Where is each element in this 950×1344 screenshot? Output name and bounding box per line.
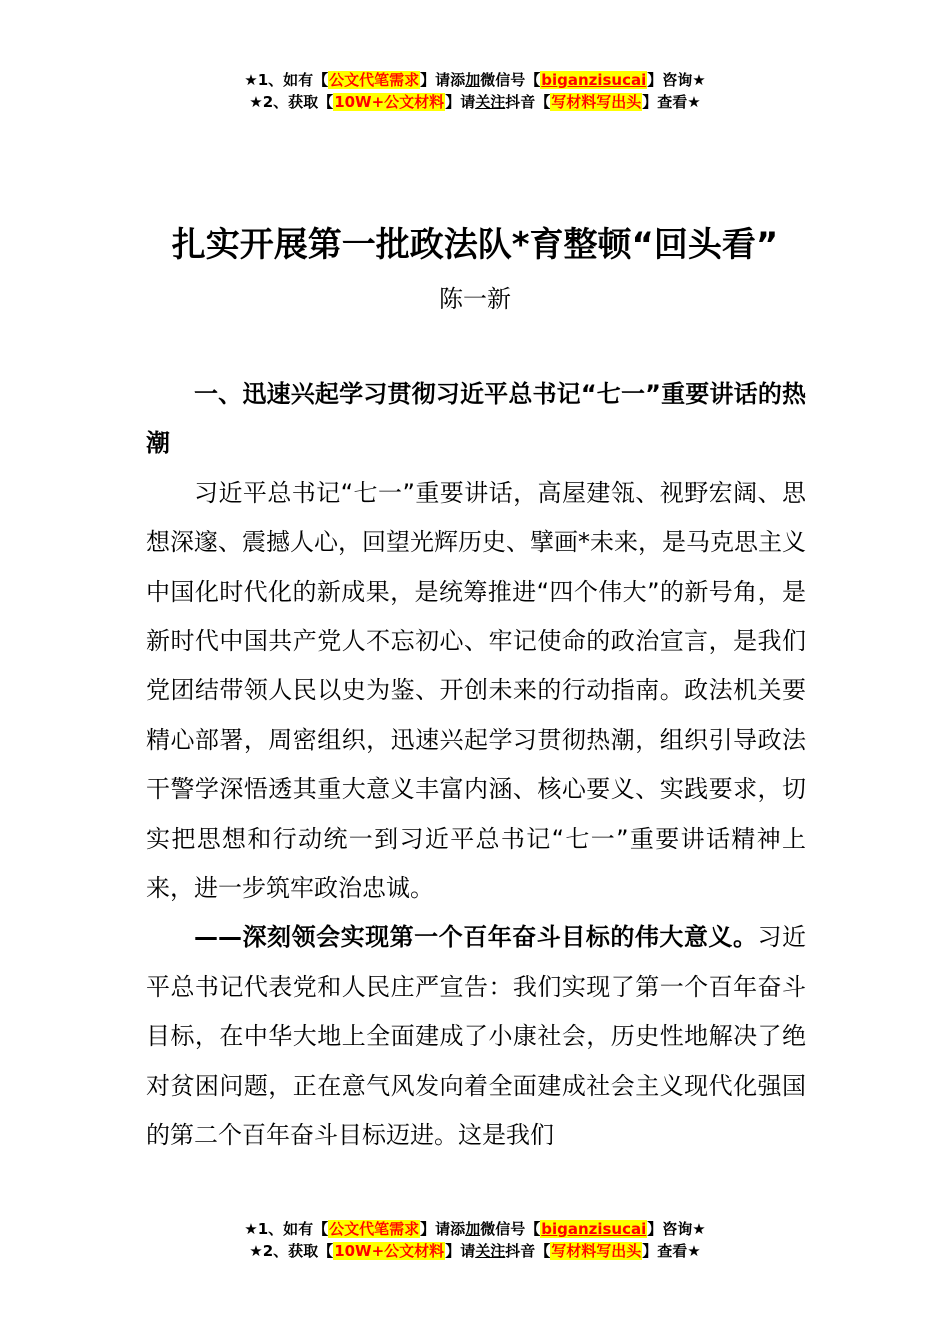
banner-text: ★1、如有【 xyxy=(244,71,329,89)
banner-text: 微信号【 xyxy=(480,71,541,89)
banner-text: 】请 xyxy=(445,93,476,111)
banner-text: ★2、获取【 xyxy=(249,1242,334,1260)
paragraph xyxy=(146,913,806,1160)
banner-highlight: 公文代笔需求 xyxy=(329,1220,420,1238)
banner-text: ★1、如有【 xyxy=(244,1220,329,1238)
banner-text: 】请添 xyxy=(420,1220,466,1238)
banner-highlight: 写材料写出头 xyxy=(551,1242,642,1260)
banner-underlined: 加 xyxy=(465,1220,481,1238)
banner-highlight: 写材料写出头 xyxy=(551,93,642,111)
banner-line-1 xyxy=(0,1218,950,1240)
banner-text: 】查看★ xyxy=(642,93,701,111)
paragraph-lead: ——深刻领会实现第一个百年奋斗目标的伟大意义。 xyxy=(194,923,758,952)
paragraph-body: 习近平总书记代表党和人民庄严宣告：我们实现了第一个百年奋斗目标，在中华大地上全面建成了小康社会，历史性地解决了绝对贫困问题，正在意气风发向着全面建成社会主义现代化强国的第二个百年奋斗目标迈进。这是我们 xyxy=(146,923,807,1150)
wechat-id-link[interactable]: biganzisucai xyxy=(541,1220,647,1238)
banner-text: 抖音【 xyxy=(505,93,551,111)
banner-text: 抖音【 xyxy=(505,1242,551,1260)
banner-text: ★2、获取【 xyxy=(249,93,334,111)
banner-text: 】查看★ xyxy=(642,1242,701,1260)
banner-underlined: 关注 xyxy=(475,93,506,111)
banner-underlined: 加 xyxy=(465,71,481,89)
banner-underlined: 关注 xyxy=(475,1242,506,1260)
section-heading: 一、迅速兴起学习贯彻习近平总书记“七一”重要讲话的热潮 xyxy=(146,380,806,458)
banner-highlight: 10W+公文材料 xyxy=(334,93,445,111)
footer-banner xyxy=(0,1218,950,1262)
banner-text: 】咨询★ xyxy=(647,71,706,89)
document-body xyxy=(146,370,806,1161)
document-title: 扎实开展第一批政法队*育整顿“回头看” xyxy=(171,225,779,265)
banner-highlight: 公文代笔需求 xyxy=(329,71,420,89)
header-banner xyxy=(0,69,950,113)
banner-line-2 xyxy=(0,91,950,113)
paragraph: 习近平总书记“七一”重要讲话，高屋建瓴、视野宏阔、思想深邃、震撼人心，回望光辉历史、擘画*未来，是马克思主义中国化时代化的新成果，是统筹推进“四个伟大”的新号角，是新时代中国共产党人不忘初心、牢记使命的政治宣言，是我们党团结带领人民以史为鉴、开创未来的行动指南。政法机关要精心部署，周密组织，迅速兴起学习贯彻热潮，组织引导政法干警学深悟透其重大意义丰富内涵、核心要义、实践要求，切实把思想和行动统一到习近平总书记“七一”重要讲话精神上来，进一步筑牢政治忠诚。 xyxy=(146,478,806,903)
banner-line-1 xyxy=(0,69,950,91)
banner-line-2 xyxy=(0,1240,950,1262)
wechat-id-link[interactable]: biganzisucai xyxy=(541,71,647,89)
banner-highlight: 10W+公文材料 xyxy=(334,1242,445,1260)
banner-text: 微信号【 xyxy=(480,1220,541,1238)
banner-text: 】请添 xyxy=(420,71,466,89)
banner-text: 】咨询★ xyxy=(647,1220,706,1238)
document-author: 陈一新 xyxy=(439,285,511,313)
banner-text: 】请 xyxy=(445,1242,476,1260)
